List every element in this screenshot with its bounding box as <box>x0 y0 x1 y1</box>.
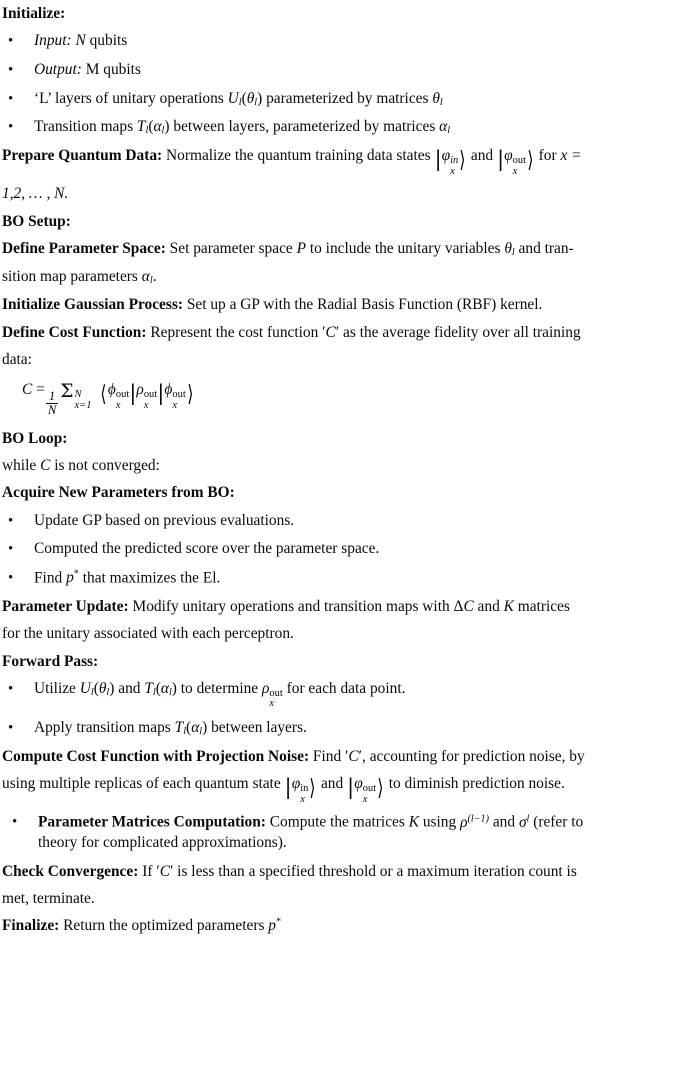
math-theta-l-2: $\theta_l$ <box>504 239 515 259</box>
paragraph-initialize-gaussian-process <box>0 291 685 318</box>
paragraph-parameter-update-continuation: for the unitary associated with each perceptron. <box>2 625 294 643</box>
math-sigma-l: $\sigma^l$ <box>518 813 530 831</box>
paragraph-prepare-quantum-data <box>0 142 685 180</box>
pm-continuation: theory for complicated approximations). <box>38 834 287 852</box>
bullet-icon: • <box>8 719 14 736</box>
apply-after: between layers. <box>211 718 307 736</box>
utilize-before: Utilize <box>34 679 76 697</box>
layers-text-before: ‘L’ layers of unitary operations <box>34 89 224 107</box>
paragraph-parameter-update: Parameter Update: Modify unitary operations and transition maps with ΔC and K matrices <box>2 598 570 616</box>
list-item <box>0 27 685 56</box>
label-define-cost-function: Define Cost Function: <box>2 323 147 341</box>
math-ket-phi-x-out-2: |φ out x ⟩ <box>347 774 384 805</box>
math-T-l-alpha-l-3: $T_l(\alpha_l)$ <box>174 718 208 738</box>
math-U-l-theta-l-2: $U_l(\theta_l)$ <box>79 679 115 699</box>
bullet-icon: • <box>8 512 14 529</box>
math-p-star: p* <box>66 568 79 587</box>
label-parameter-update: Parameter Update: <box>2 598 129 616</box>
apply-before: Apply transition maps <box>34 718 171 736</box>
heading-initialize: Initialize: <box>2 5 66 22</box>
paragraph-define-cost-function: Define Cost Function: Represent the cost function ′C′ as the average fidelity over all training <box>2 323 581 341</box>
paragraph-while-condition <box>0 452 685 479</box>
math-K-2: K <box>408 813 419 831</box>
while-variable: C <box>40 457 51 475</box>
list-item-label <box>34 89 683 110</box>
bullet-icon: • <box>8 119 14 136</box>
math-U-l-theta-l: $U_l(\theta_l)$ <box>227 89 263 108</box>
math-K: K <box>503 598 514 616</box>
paragraph-check-convergence-continuation: met, terminate. <box>2 890 95 908</box>
equation-fraction: $\frac{1}{N}$ <box>47 389 57 417</box>
paragraph-check-convergence: Check Convergence: If ′C′ is less than a specified threshold or a maximum iteration count is <box>2 862 577 880</box>
math-p-star-2: p* <box>268 916 282 935</box>
list-item-label: Input: N qubits <box>34 32 128 50</box>
prepare-text-before: Normalize the quantum training data states <box>166 147 431 165</box>
label-parameter-matrices: Parameter Matrices Computation: <box>38 813 266 831</box>
list-item <box>0 507 685 536</box>
transition-text-mid: between layers, parameterized by matrices <box>173 118 436 136</box>
replicas-text-before: using multiple replicas of each quantum state <box>2 775 281 793</box>
heading-bo-setup: BO Setup: <box>2 212 71 230</box>
bullet-icon: • <box>8 90 14 107</box>
bullet-icon: • <box>8 680 14 697</box>
math-T-l-alpha-l-2: $T_l(\alpha_l)$ <box>144 679 177 699</box>
layers-text-mid: parameterized by matrices <box>266 89 429 107</box>
math-cost-C-primed: ′C′ <box>322 323 340 341</box>
utilize-after: for each data point. <box>286 679 406 697</box>
math-rho-x-out: ρ out x <box>262 679 283 710</box>
list-item <box>0 113 685 142</box>
replicas-conj: and <box>320 775 344 793</box>
while-text-after: is not converged: <box>54 457 160 475</box>
math-alpha-l-2: $\alpha_l$ <box>141 268 153 287</box>
prepare-continuation: 1,2, … , N. <box>2 185 69 203</box>
bullet-icon: • <box>8 569 14 586</box>
find-text-before: Find <box>34 569 63 587</box>
list-item-label <box>38 812 683 854</box>
list-item <box>0 85 685 114</box>
math-T-l-alpha-l: $T_l(\alpha_l)$ <box>136 118 170 137</box>
equation-summation: Σ <box>60 381 74 403</box>
while-text-before: while <box>2 457 37 475</box>
bullet-icon: • <box>8 541 14 558</box>
math-C-primed-2: ′C′ <box>345 747 363 765</box>
bullet-icon: • <box>8 61 14 78</box>
list-item-label <box>34 718 683 739</box>
paragraph-compute-cost-noise: Compute Cost Function with Projection Noise: Find ′C′, accounting for prediction noise, by <box>2 747 585 765</box>
label-finalize: Finalize: <box>2 917 60 935</box>
label-initialize-gaussian-process: Initialize Gaussian Process: <box>2 296 183 314</box>
prepare-conj: and <box>470 147 494 165</box>
equation-cost-function <box>0 373 685 425</box>
heading-bo-loop: BO Loop: <box>2 429 68 447</box>
finalize-text: Return the optimized parameters <box>63 917 265 935</box>
list-item <box>0 714 685 743</box>
paragraph-define-cost-continuation: data: <box>2 350 32 368</box>
utilize-mid: and <box>118 679 141 697</box>
list-item <box>0 564 685 593</box>
paragraph-define-parameter-space: Define Parameter Space: Set parameter space P to include the unitary variables $\theta_l$ and tran- <box>2 239 574 259</box>
list-item-label <box>34 117 683 138</box>
equation-lhs: C <box>22 381 33 399</box>
pm-text-before: Compute the matrices <box>269 813 405 831</box>
bullet-lead-input: Input: <box>34 32 72 50</box>
list-item-label <box>34 568 683 589</box>
list-item <box>0 675 685 714</box>
pm-using: using <box>422 813 457 831</box>
bullet-tail-output: M qubits <box>85 60 141 78</box>
paragraph-define-parameter-space-continuation: sition map parameters $\alpha_l$. <box>2 268 157 287</box>
math-C-primed-3: ′C′ <box>156 862 174 880</box>
pm-tail: (refer to <box>533 813 584 831</box>
math-ket-phi-x-out: |φ out x ⟩ <box>496 146 534 177</box>
math-bracket-expectation: ⟨ϕ out x |ρ out x |ϕ out x ⟩ <box>100 380 194 411</box>
math-rho-l-minus-1: $\rho^{(l-1)}$ <box>460 813 489 831</box>
paragraph-prepare-continuation <box>0 180 685 207</box>
bullet-tail-input: qubits <box>89 32 128 50</box>
list-item-label: Computed the predicted score over the parameter space. <box>34 540 380 558</box>
list-item-label <box>34 679 683 710</box>
label-compute-cost-noise: Compute Cost Function with Projection Noise: <box>2 747 310 765</box>
heading-forward-pass: Forward Pass: <box>2 652 99 670</box>
math-x-equals: x = <box>560 147 582 165</box>
initialize-gp-text: Set up a GP with the Radial Basis Function (RBF) kernel. <box>186 296 543 314</box>
list-item-label: Update GP based on previous evaluations. <box>34 511 295 529</box>
prepare-text-after: for <box>538 147 557 165</box>
bullet-lead-output: Output: <box>34 60 82 78</box>
math-ket-phi-x-in-2: |φ in x ⟩ <box>284 774 316 805</box>
math-delta-C: ΔC <box>453 598 474 616</box>
math-ket-phi-x-in: |φ in x ⟩ <box>434 146 466 177</box>
list-item-label <box>34 60 683 81</box>
utilize-mid2: to determine <box>180 679 259 697</box>
bullet-icon: • <box>12 814 18 831</box>
transition-text-before: Transition maps <box>34 118 134 136</box>
equation-sum-limits: N x=1 <box>74 389 92 411</box>
math-alpha-l: $\alpha_l$ <box>439 118 451 137</box>
equation-equals: = <box>36 381 45 399</box>
label-define-parameter-space: Define Parameter Space: <box>2 239 166 257</box>
pm-and: and <box>492 813 516 831</box>
bullet-icon: • <box>8 33 14 50</box>
heading-acquire-new-parameters: Acquire New Parameters from BO: <box>2 484 235 502</box>
list-item <box>0 56 685 85</box>
label-check-convergence: Check Convergence: <box>2 862 139 880</box>
find-text-after: that maximizes the El. <box>82 569 221 587</box>
list-item <box>0 535 685 564</box>
list-item <box>0 808 685 858</box>
replicas-text-after: to diminish prediction noise. <box>388 775 565 793</box>
paragraph-finalize <box>0 912 685 939</box>
paragraph-compute-cost-noise-continuation <box>0 770 685 808</box>
math-theta-l: $\theta_l$ <box>432 89 443 108</box>
label-prepare-quantum-data: Prepare Quantum Data: <box>2 147 163 165</box>
